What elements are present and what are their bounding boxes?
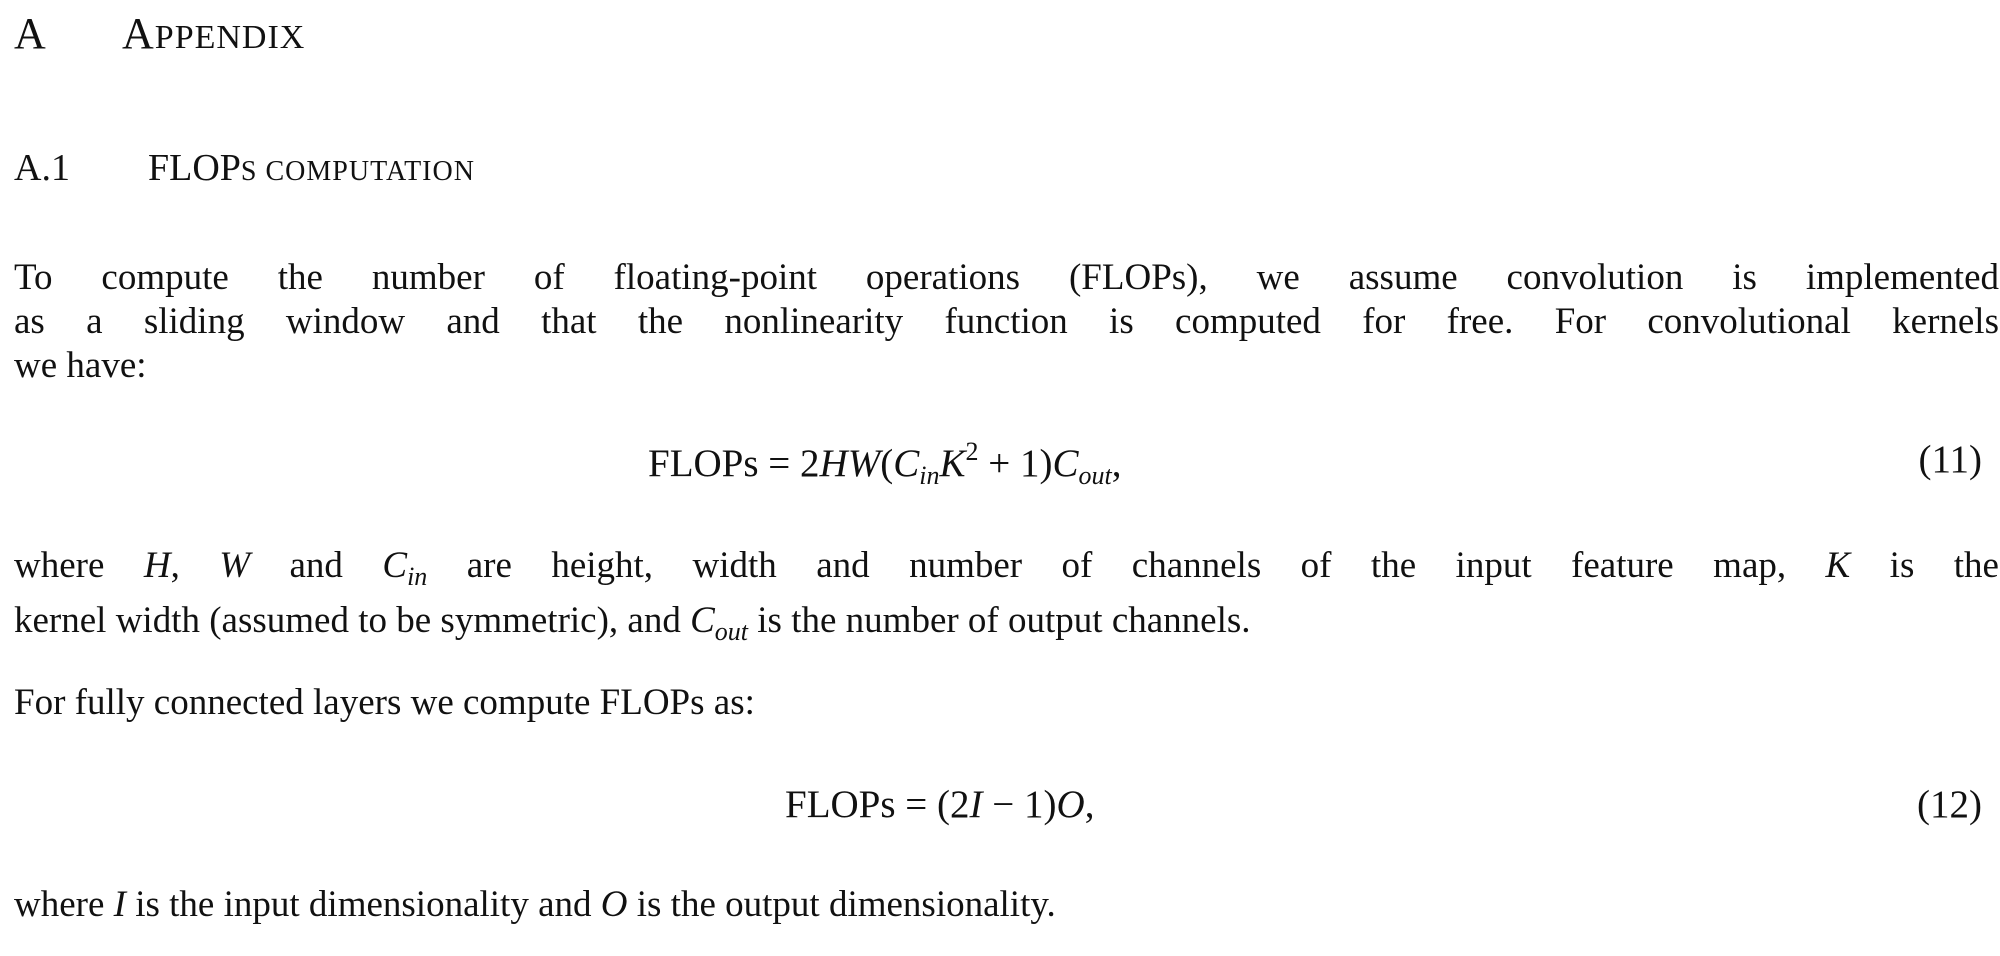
text-run: and: [250, 545, 383, 586]
math-var: H: [143, 545, 171, 586]
subsection-title-rest: COMPUTATION: [257, 156, 475, 187]
subsection-title-caps: FLOP: [148, 147, 241, 189]
eq-mid: − 1): [982, 783, 1057, 826]
eq-lhs: FLOPs = 2: [648, 442, 820, 485]
paragraph-definitions: [14, 544, 1999, 654]
subsection-number: A.1: [14, 147, 70, 189]
subsection-heading: [14, 146, 475, 190]
math-var: C: [690, 600, 715, 641]
eq-var-hw: HW: [819, 442, 881, 485]
paragraph-line: For fully connected layers we compute FLOPs as:: [14, 682, 755, 723]
section-title-rest: PPENDIX: [154, 19, 306, 56]
text-run: is the: [1850, 545, 1999, 586]
paragraph-line: [14, 599, 1999, 654]
paragraph-fully-connected: [14, 681, 1999, 725]
equation-number-12: (12): [1917, 783, 1982, 826]
text-run: is the output dimensionality.: [627, 884, 1056, 925]
eq-plus-one: + 1): [978, 442, 1053, 485]
eq-lhs: FLOPs = (2: [785, 783, 970, 826]
text-run: is the input dimensionality and: [125, 884, 601, 925]
equation-12: [785, 782, 1094, 827]
eq-var-o: O: [1056, 783, 1085, 826]
subsection-title-s: S: [240, 156, 258, 187]
section-title-initial: A: [122, 9, 155, 58]
math-var: K: [1825, 545, 1851, 586]
eq-sub-out: out: [1078, 461, 1112, 490]
paragraph-line: [14, 544, 1999, 599]
text-run: kernel width (assumed to be symmetric), and: [14, 600, 691, 641]
equation-number-11: (11): [1918, 438, 1982, 481]
eq-var-k: K: [939, 442, 966, 485]
math-var: W: [219, 545, 251, 586]
math-sub: in: [407, 562, 428, 591]
math-var: C: [382, 545, 408, 586]
paragraph-dimensionality: [14, 883, 1999, 927]
eq-comma: ,: [1084, 783, 1095, 826]
paragraph-line: we have:: [14, 345, 147, 386]
math-var: O: [600, 884, 628, 925]
text-run: are height, width and number of channels of the input feature map,: [427, 545, 1826, 586]
eq-paren-open: (: [880, 442, 894, 485]
text-run: where: [14, 884, 114, 925]
eq-var-c: C: [893, 442, 920, 485]
section-number: A: [14, 9, 47, 58]
section-heading: [14, 8, 305, 59]
equation-11: [648, 437, 1121, 491]
eq-var-i: I: [969, 783, 983, 826]
math-sub: out: [714, 617, 749, 646]
eq-sup-2: 2: [965, 437, 979, 466]
eq-var-c-out: C: [1052, 442, 1079, 485]
text-run: where: [14, 545, 144, 586]
text-run: is the number of output channels.: [748, 600, 1251, 641]
paragraph-line: as a sliding window and that the nonlinearity function is computed for free. For convolutional kernels: [14, 301, 1999, 342]
eq-sub-in: in: [919, 461, 940, 490]
paragraph-line: To compute the number of floating-point operations (FLOPs), we assume convolution is implemented: [14, 257, 1999, 298]
eq-comma: ,: [1111, 442, 1122, 485]
math-var: I: [113, 884, 126, 925]
text-run: ,: [170, 545, 220, 586]
paragraph-intro: [14, 256, 1999, 388]
paragraph-line: [14, 883, 1999, 927]
